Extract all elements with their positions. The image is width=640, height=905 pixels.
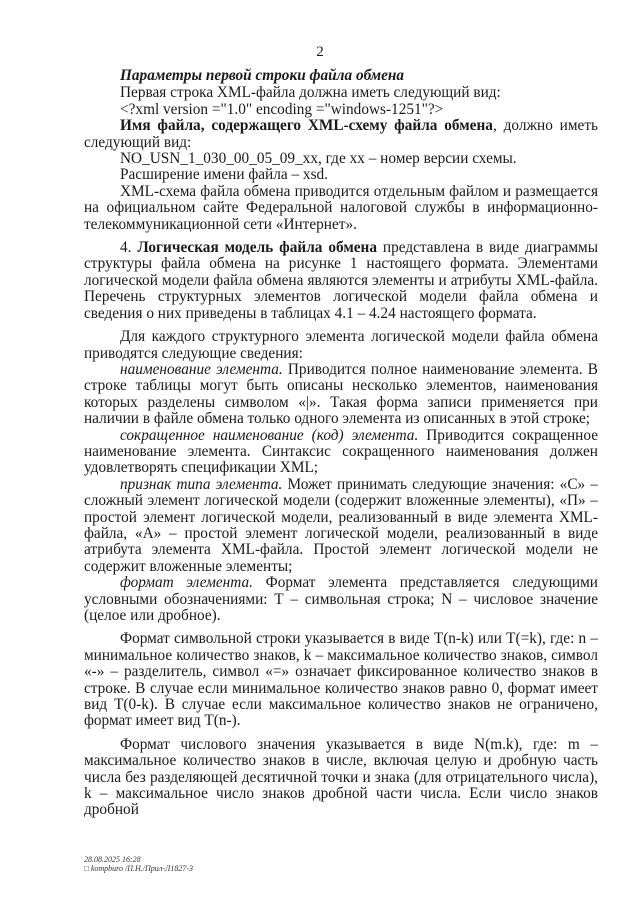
paragraph-string-format: Формат символьной строки указывается в виде Т(n-k) или Т(=k), где: n – минимальное количество знаков, k – максимальное количество знаков, символ «-» – разделитель, символ «=» означает фиксированное количество знаков в строке. В случае если минимальное количество знаков равно 0, формат имеет вид Т(0-k). В случае если максимальное количество знаков не ограничено, формат имеет вид Т(n-). [84,630,598,730]
paragraph-element-name: наименование элемента. Приводится полное наименование элемента. В строке таблицы могут быть описаны несколько элементов, наименования которых разделены символом «|». Такая форма записи применяется при наличии в файле обмена только одного элемента из описанных в этой строке; [84,360,598,428]
section-heading: Параметры первой строки файла обмена [120,67,405,84]
logical-model-bold: Логическая модель файла обмена [137,239,377,257]
paragraph-schema-filename: Имя файла, содержащего XML-схему файла обмена, должно иметь следующий вид: [84,117,598,151]
print-footer [84,855,193,873]
paragraph-element-code: сокращенное наименование (код) элемента. Приводится сокращенное наименование элемента. Синтаксис сокращенного наименования должен удовлетворять спецификации XML; [84,426,598,477]
paragraph-schema-publication: XML-схема файла обмена приводится отдельным файлом и размещается на официальном сайте Федеральной налоговой службы в информационно-телекоммуникационной сети «Интернет». [84,182,598,233]
document-body [84,68,598,819]
paragraph-element-type: признак типа элемента. Может принимать следующие значения: «С» – сложный элемент логической модели (содержит вложенные элементы), «П» – простой элемент логической модели, реализованный в виде элемента XML-файла, «А» – простой элемент логической модели, реализованный в виде атрибута элемента XML-файла. Простой элемент логической модели не содержит вложенные элементы; [84,475,598,575]
paragraph-first-line-intro: Первая строка XML-файла должна иметь следующий вид: [120,84,501,102]
schema-filename-pattern: NO_USN_1_030_00_05_09_xx, где xx – номер версии схемы. [120,150,517,168]
paragraph-element-format: формат элемента. Формат элемента представляется следующими условными обозначениями: Т – символьная строка; N – числовое значение (целое или дробное). [84,574,598,624]
print-file-reference: □ kompburo /П.Н./Прил-Л1827-3 [84,864,193,873]
paragraph-logical-model: 4. Логическая модель файла обмена представлена в виде диаграммы структуры файла обмена на рисунке 1 настоящего формата. Элементами логической модели файла обмена являются элементы и атрибуты XML-файла. Перечень структурных элементов логической модели файла обмена и сведения о них приведены в таблицах 4.1 – 4.24 настоящего формата. [84,239,599,322]
schema-filename-bold: Имя файла, содержащего XML-схему файла обмена [120,117,493,135]
schema-file-extension: Расширение имени файла – xsd. [120,166,329,184]
print-timestamp: 28.08.2025 16:28 [84,855,141,864]
xml-declaration-line: <?xml version ="1.0" encoding ="windows-1251"?> [120,100,444,118]
page-number: 2 [316,44,324,60]
paragraph-element-info-intro: Для каждого структурного элемента логической модели файла обмена приводятся следующие сведения: [84,328,598,362]
paragraph-numeric-format: Формат числового значения указывается в виде N(m.k), где: m – максимальное количество знаков в числе, включая целую и дробную часть числа без разделяющей десятичной точки и знака (для отрицательного числа), k – максимальное число знаков дробной части числа. Если число знаков дробной [84,735,598,819]
